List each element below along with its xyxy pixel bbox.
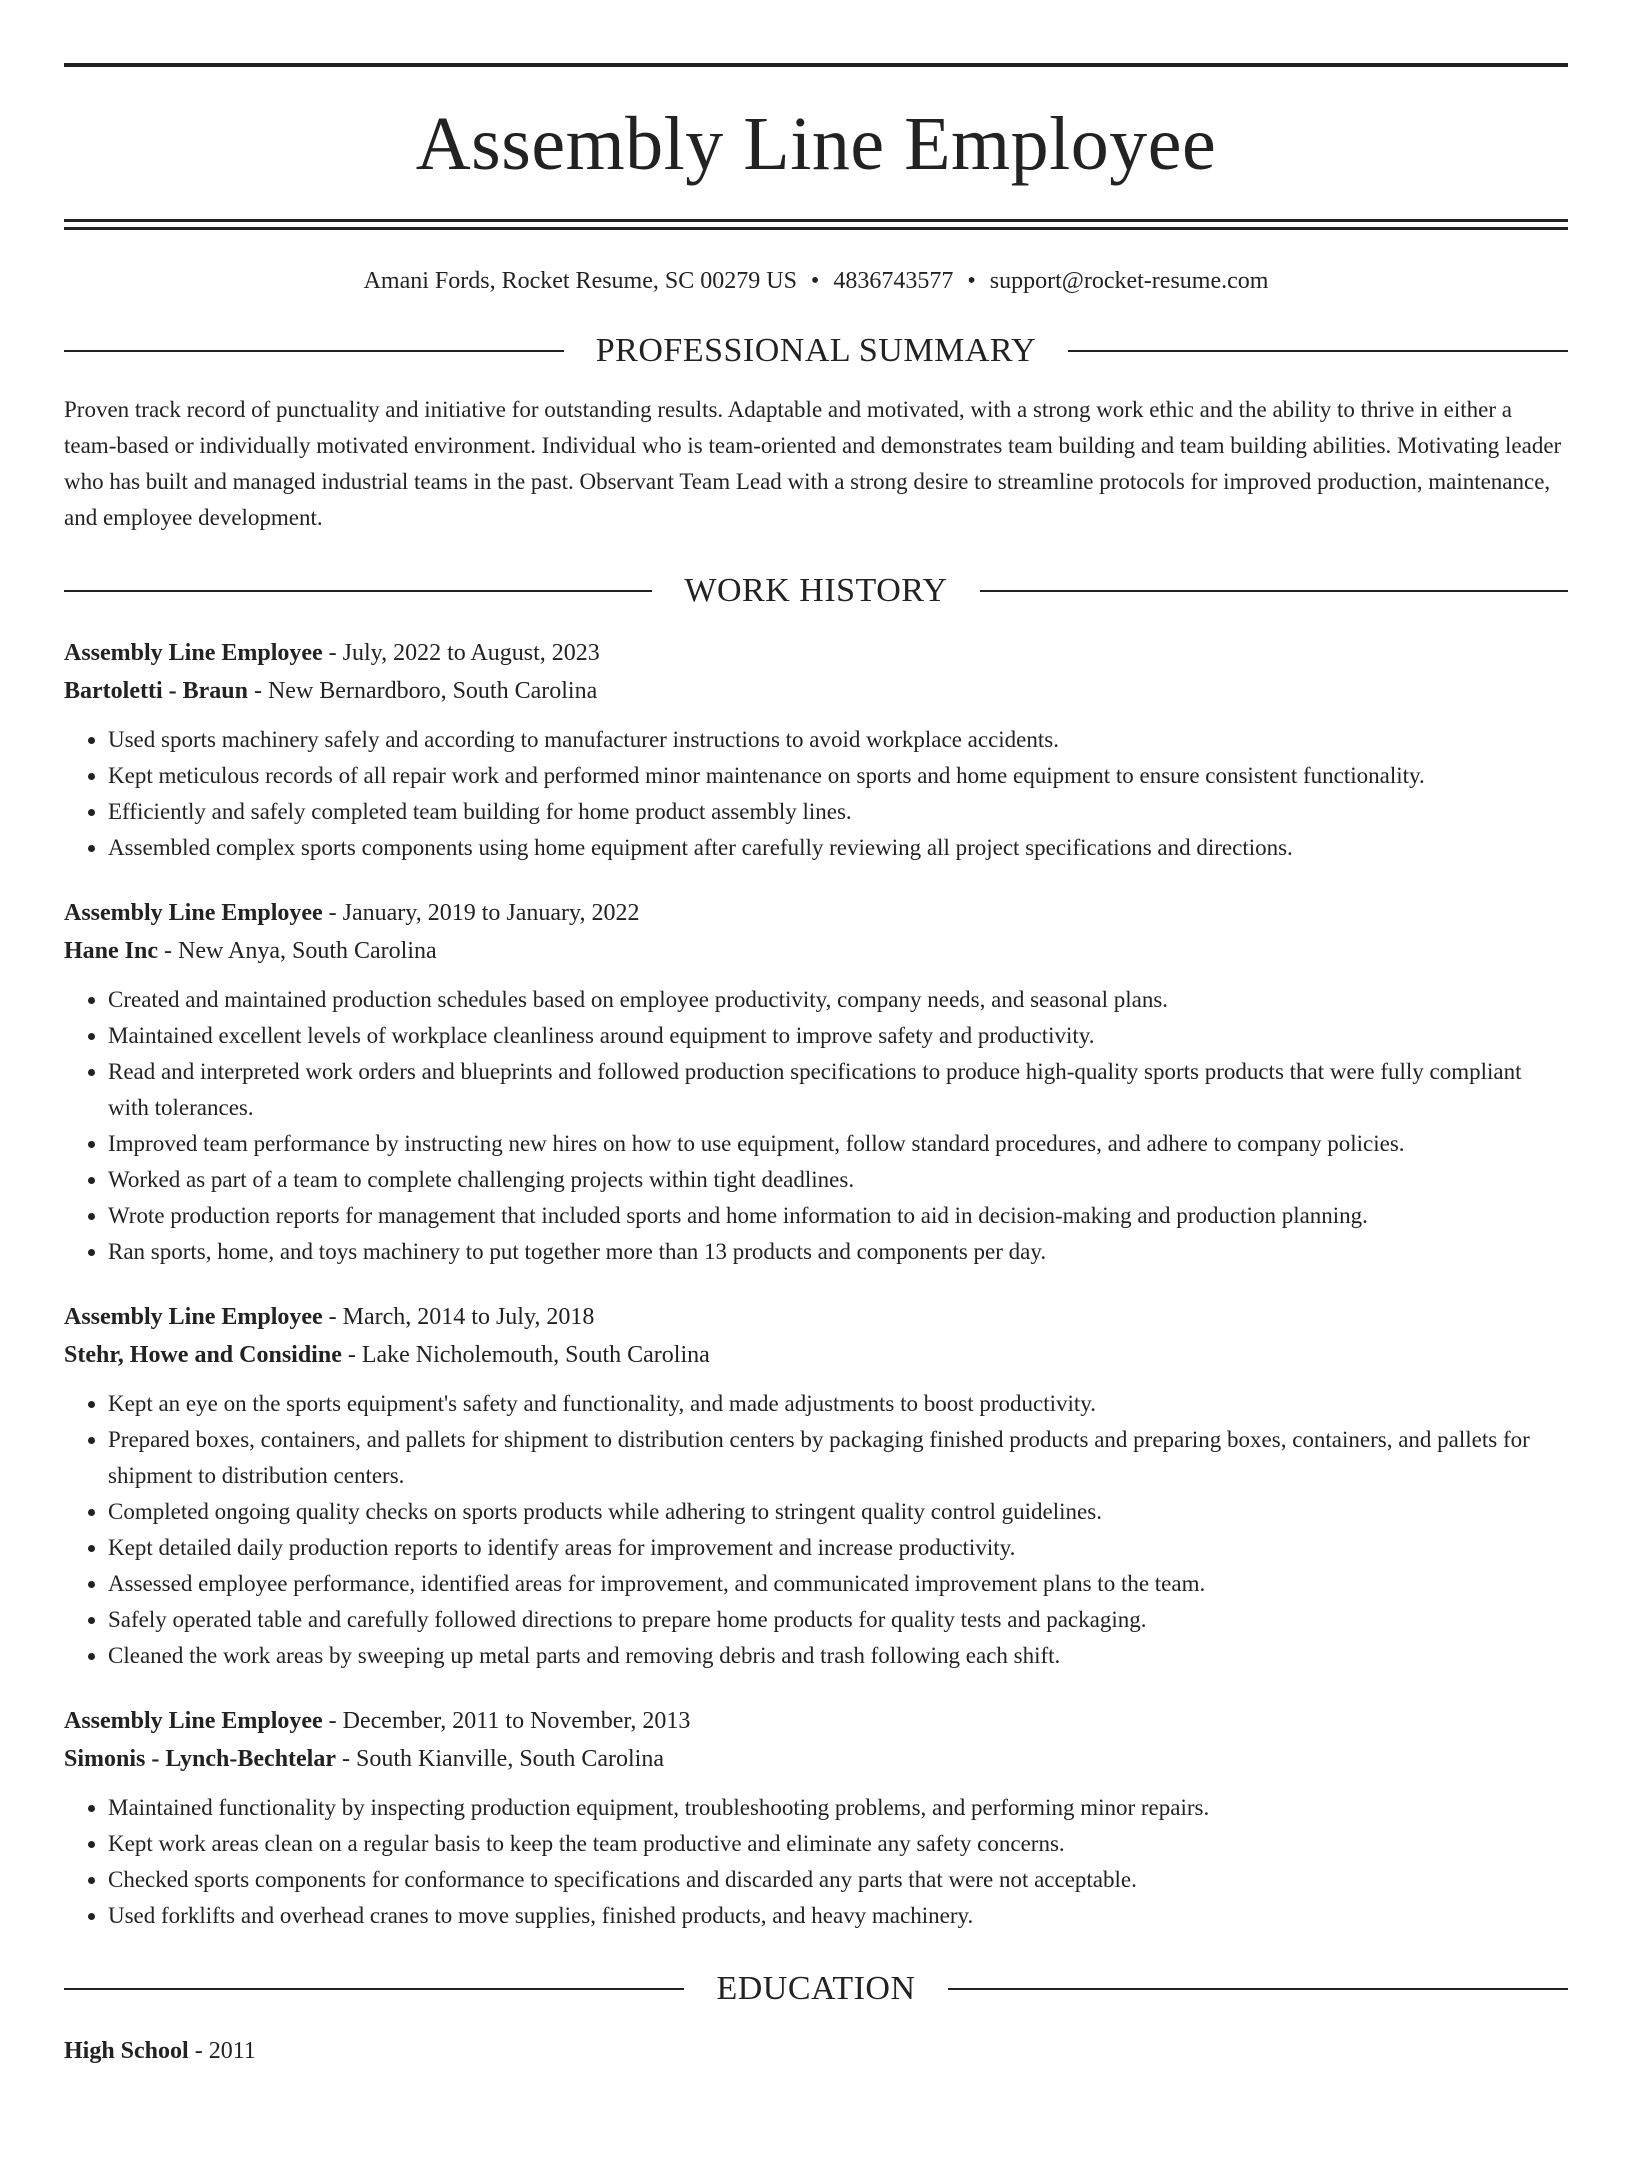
job-title: Assembly Line Employee: [64, 900, 323, 926]
job-title-line: [64, 894, 1568, 932]
job-bullet: • Wrote production reports for management that included sports and home information to aid in decision-making and production planning.: [108, 1198, 1568, 1234]
summary-text: Proven track record of punctuality and initiative for outstanding results. Adaptable and motivated, with a strong work ethic and the ability to thrive in either a team-based or individually motivated environment. Individual who is team-oriented and demonstrates team building and team building abilities. Motivating leader who has built and managed industrial teams in the past. Observant Team Lead with a strong desire to streamline protocols for improved production, maintenance, and employee development.: [64, 397, 1562, 530]
job-bullets: [64, 982, 1568, 1270]
education-year: - 2011: [188, 2038, 256, 2064]
job-company: Hane Inc: [64, 938, 159, 964]
job-title-line: [64, 1702, 1568, 1740]
job-company: Stehr, Howe and Considine: [64, 1342, 342, 1368]
job-bullet: • Kept meticulous records of all repair work and performed minor maintenance on sports and home equipment to ensure consistent functionality.: [108, 758, 1568, 794]
job-title-line: [64, 634, 1568, 672]
job-dates: - March, 2014 to July, 2018: [322, 1304, 595, 1330]
job-bullet: • Improved team performance by instructing new hires on how to use equipment, follow standard procedures, and adhere to company policies.: [108, 1126, 1568, 1162]
job-company-line: [64, 932, 1568, 970]
job-title: Assembly Line Employee: [64, 640, 323, 666]
job-location: - New Bernardboro, South Carolina: [247, 678, 598, 704]
job-company-line: [64, 1336, 1568, 1374]
contact-separator: •: [967, 268, 976, 294]
job-bullet: • Safely operated table and carefully followed directions to prepare home products for quality tests and packaging.: [108, 1602, 1568, 1638]
job-company: Bartoletti - Braun: [64, 678, 248, 704]
section-title: PROFESSIONAL SUMMARY: [595, 332, 1037, 369]
job-bullet: • Kept detailed daily production reports to identify areas for improvement and increase productivity.: [108, 1530, 1568, 1566]
job-company-line: [64, 672, 1568, 710]
job-entry: [64, 1298, 1568, 1674]
education-degree: High School: [64, 2038, 189, 2064]
job-bullets: [64, 722, 1568, 866]
job-title: Assembly Line Employee: [64, 1304, 323, 1330]
job-entry: [64, 1702, 1568, 1934]
job-bullet: • Read and interpreted work orders and blueprints and followed production specifications to produce high-quality sports products that were fully compliant with tolerances.: [108, 1054, 1568, 1126]
job-entry: [64, 894, 1568, 1270]
job-title-line: [64, 1298, 1568, 1336]
job-location: - New Anya, South Carolina: [158, 938, 437, 964]
section-title: EDUCATION: [716, 1970, 916, 2007]
job-bullet: • Worked as part of a team to complete challenging projects within tight deadlines.: [108, 1162, 1568, 1198]
heading-rule: [64, 1988, 684, 1990]
job-bullet: • Maintained functionality by inspecting production equipment, troubleshooting problems, and performing minor repairs.: [108, 1790, 1568, 1826]
job-location: - South Kianville, South Carolina: [336, 1746, 664, 1772]
job-bullet: • Assembled complex sports components using home equipment after carefully reviewing all project specifications and directions.: [108, 830, 1568, 866]
section-heading-summary: [64, 330, 1568, 372]
job-bullet: • Checked sports components for conformance to specifications and discarded any parts that were not acceptable.: [108, 1862, 1568, 1898]
section-heading-education: [64, 1968, 1568, 2010]
section-title: WORK HISTORY: [684, 572, 948, 609]
resume-page: [0, 63, 1632, 2175]
job-company: Simonis - Lynch-Bechtelar: [64, 1746, 337, 1772]
job-bullet: • Maintained excellent levels of workplace cleanliness around equipment to improve safety and productivity.: [108, 1018, 1568, 1054]
education-entry: [64, 2032, 1568, 2070]
job-dates: - July, 2022 to August, 2023: [322, 640, 600, 666]
contact-separator: •: [810, 268, 820, 294]
job-bullets: [64, 1790, 1568, 1934]
section-heading-work-history: [64, 570, 1568, 612]
job-bullet: • Cleaned the work areas by sweeping up metal parts and removing debris and trash following each shift.: [108, 1638, 1568, 1674]
job-bullet: • Ran sports, home, and toys machinery to put together more than 13 products and components per day.: [108, 1234, 1568, 1270]
contact-line: [64, 266, 1568, 296]
job-bullet: • Used sports machinery safely and according to manufacturer instructions to avoid workplace accidents.: [108, 722, 1568, 758]
heading-rule: [948, 1988, 1568, 1990]
job-bullet: • Assessed employee performance, identified areas for improvement, and communicated improvement plans to the team.: [108, 1566, 1568, 1602]
contact-email: support@rocket-resume.com: [989, 268, 1269, 294]
job-dates: - January, 2019 to January, 2022: [322, 900, 640, 926]
job-location: - Lake Nicholemouth, South Carolina: [341, 1342, 710, 1368]
job-bullet: • Used forklifts and overhead cranes to move supplies, finished products, and heavy machinery.: [108, 1898, 1568, 1934]
job-bullet: • Prepared boxes, containers, and pallets for shipment to distribution centers by packaging finished products and preparing boxes, containers, and pallets for shipment to distribution centers.: [108, 1422, 1568, 1494]
job-dates: - December, 2011 to November, 2013: [322, 1708, 691, 1734]
contact-phone: 4836743577: [833, 268, 954, 294]
double-rule: [64, 219, 1568, 230]
job-company-line: [64, 1740, 1568, 1778]
job-bullets: [64, 1386, 1568, 1674]
job-bullet: • Kept an eye on the sports equipment's safety and functionality, and made adjustments to boost productivity.: [108, 1386, 1568, 1422]
top-rule: [64, 63, 1568, 67]
heading-rule: [1068, 350, 1568, 352]
heading-rule: [64, 350, 564, 352]
heading-rule: [64, 590, 652, 592]
job-bullet: • Efficiently and safely completed team building for home product assembly lines.: [108, 794, 1568, 830]
job-bullet: • Completed ongoing quality checks on sports products while adhering to stringent quality control guidelines.: [108, 1494, 1568, 1530]
job-entry: [64, 634, 1568, 866]
contact-address: Amani Fords, Rocket Resume, SC 00279 US: [363, 268, 797, 294]
work-history-list: [64, 634, 1568, 1934]
resume-name: Assembly Line Employee: [415, 102, 1217, 186]
job-bullet: • Created and maintained production schedules based on employee productivity, company needs, and seasonal plans.: [108, 982, 1568, 1018]
job-bullet: • Kept work areas clean on a regular basis to keep the team productive and eliminate any safety concerns.: [108, 1826, 1568, 1862]
job-title: Assembly Line Employee: [64, 1708, 323, 1734]
heading-rule: [980, 590, 1568, 592]
